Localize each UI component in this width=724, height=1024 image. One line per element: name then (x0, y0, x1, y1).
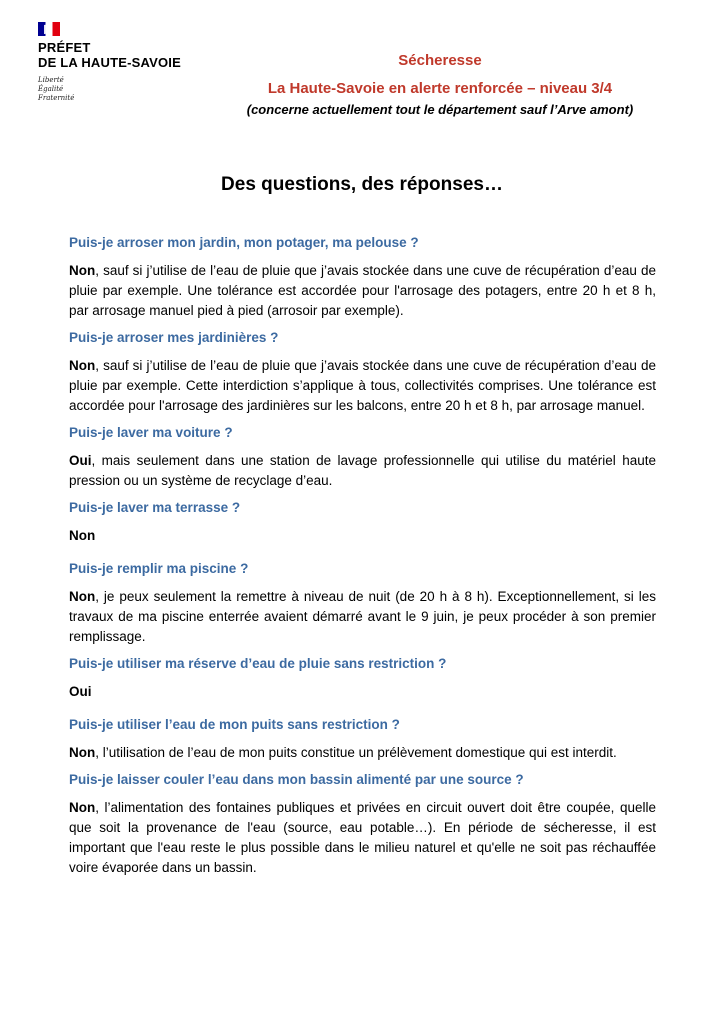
faq-question: Puis-je utiliser ma réserve d’eau de pluie sans restriction ? (69, 656, 447, 671)
faq-answer (69, 587, 656, 647)
faq-question: Puis-je arroser mes jardinières ? (69, 330, 279, 345)
faq-item (69, 655, 656, 702)
document-header (200, 52, 680, 118)
answer-text: , l’utilisation de l’eau de mon puits constitue un prélèvement domestique qui est interdit. (95, 745, 617, 760)
faq-answer (69, 261, 656, 321)
answer-lead: Oui (69, 453, 92, 468)
answer-lead: Non (69, 589, 96, 604)
faq-answer (69, 798, 656, 878)
header-note: (concerne actuellement tout le département sauf l’Arve amont) (246, 102, 634, 117)
answer-text: , mais seulement dans une station de lavage professionnelle qui utilise du matériel haute pression ou un système de recyclage d’eau. (69, 453, 656, 488)
faq-question: Puis-je laver ma voiture ? (69, 425, 233, 440)
devise-egalite: Égalité (38, 85, 64, 93)
prefet-line2: DE LA HAUTE-SAVOIE (38, 55, 181, 70)
marianne-flag-icon (38, 22, 60, 36)
faq-question: Puis-je remplir ma piscine ? (69, 561, 249, 576)
answer-lead: Non (69, 745, 96, 760)
header-subtitle: La Haute-Savoie en alerte renforcée – niveau 3/4 (267, 80, 613, 97)
answer-text: , sauf si j’utilise de l’eau de pluie que j’avais stockée dans une cuve de récupération d’eau de pluie par exemple. Cette interdiction s’applique à tous, collectivités comprises. Une tolérance est accordée pour l'arrosage des jardinières sur les balcons, entre 20 h et 8 h, par arrosage manuel. (69, 358, 656, 413)
answer-text: , l’alimentation des fontaines publiques et privées en circuit ouvert doit être coupée, quelle que soit la provenance de l'eau (source, eau potable…). En période de sécheresse, il est important que l'eau reste le plus possible dans le milieu naturel et qu'elle ne soit pas réchauffée voire évaporée dans un bassin. (69, 800, 656, 875)
faq-answer (69, 682, 656, 702)
prefet-line1: PRÉFET (38, 40, 91, 55)
answer-text: , je peux seulement la remettre à niveau de nuit (de 20 h à 8 h). Exceptionnellement, si les travaux de ma piscine enterrée avaient démarré avant le 9 juin, je peux procéder à son premier remplissage. (69, 589, 656, 644)
faq-question: Puis-je laver ma terrasse ? (69, 500, 241, 515)
faq-item (69, 499, 656, 546)
answer-lead: Non (69, 800, 96, 815)
devise-liberte: Liberté (38, 76, 64, 84)
header-title: Sécheresse (398, 52, 482, 69)
faq-item (69, 424, 656, 491)
faq-item (69, 560, 656, 647)
faq-section (69, 234, 656, 886)
faq-answer (69, 526, 656, 546)
faq-item (69, 771, 656, 878)
faq-answer (69, 356, 656, 416)
faq-item (69, 329, 656, 416)
faq-item (69, 234, 656, 321)
answer-lead: Non (69, 528, 96, 543)
answer-lead: Oui (69, 684, 92, 699)
page-title: Des questions, des réponses… (221, 174, 503, 195)
answer-lead: Non (69, 263, 96, 278)
faq-question: Puis-je laisser couler l’eau dans mon bassin alimenté par une source ? (69, 772, 524, 787)
answer-text: , sauf si j’utilise de l’eau de pluie que j’avais stockée dans une cuve de récupération d’eau de pluie par exemple. Une tolérance est accordée pour l'arrosage des potagers, entre 20 h et 8 h, par arrosage manuel pied à pied (arrosoir par exemple). (69, 263, 656, 318)
faq-answer (69, 451, 656, 491)
faq-answer (69, 743, 656, 763)
answer-lead: Non (69, 358, 96, 373)
faq-question: Puis-je arroser mon jardin, mon potager, ma pelouse ? (69, 235, 419, 250)
faq-question: Puis-je utiliser l’eau de mon puits sans restriction ? (69, 717, 400, 732)
faq-item (69, 716, 656, 763)
devise-fraternite: Fraternité (38, 94, 75, 102)
